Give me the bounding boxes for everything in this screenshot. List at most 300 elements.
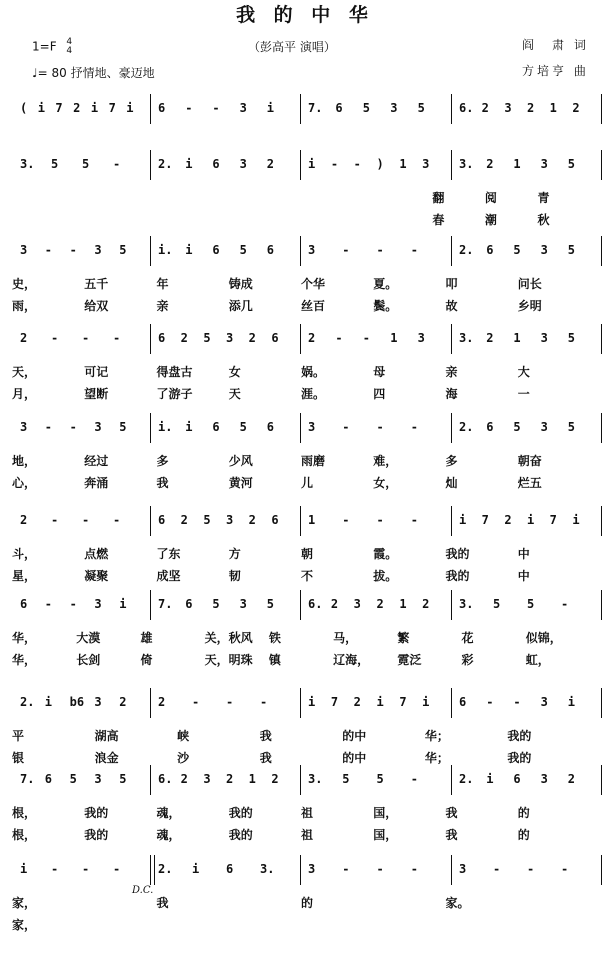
note: - — [82, 331, 90, 345]
lyric-syllable: 潮 — [484, 213, 497, 227]
lyric-syllable: 我 — [156, 476, 169, 490]
note: 2 — [20, 513, 28, 527]
lyric-syllable: 祖 — [301, 806, 314, 820]
note: 3 — [459, 862, 467, 876]
barline — [300, 855, 301, 885]
barline — [601, 413, 602, 443]
system-2 — [0, 150, 610, 240]
lyric-syllable: 涯。 — [301, 387, 326, 401]
lyric-syllable: 方 — [228, 547, 241, 561]
note: 2 — [376, 597, 384, 611]
lyric-syllable: 难， — [373, 454, 398, 468]
note: 2 — [266, 157, 275, 171]
note: - — [376, 243, 384, 257]
note: 6 — [212, 243, 220, 257]
lyric-syllable: 添几 — [228, 299, 253, 313]
lyric-line-2 — [0, 652, 610, 668]
barline — [150, 94, 151, 124]
lyric-syllable: 亲 — [156, 299, 169, 313]
note: 7 — [549, 513, 557, 527]
note: 2 — [180, 331, 188, 345]
note: 2. — [459, 772, 474, 786]
note: - — [362, 331, 371, 345]
note: 3. — [459, 597, 474, 611]
note: 6 — [486, 243, 494, 257]
note: - — [113, 513, 121, 527]
lyric-syllable: 年 — [156, 277, 169, 291]
note: 7. — [308, 101, 323, 115]
lyric-syllable: 烂五 — [517, 476, 542, 490]
barline — [300, 324, 301, 354]
music-line — [0, 413, 610, 443]
lyric-syllable: 叩 — [445, 277, 458, 291]
lyric-syllable: 天 — [228, 387, 241, 401]
note: 2. — [20, 695, 35, 709]
lyric-line-1 — [0, 364, 610, 380]
note: 6 — [158, 101, 166, 115]
lyric-syllable: 女 — [228, 365, 241, 379]
song-title: 我 的 中 华 — [236, 4, 374, 26]
lyric-syllable: 的 — [301, 896, 314, 910]
note: 3 — [20, 243, 28, 257]
system-9 — [0, 765, 610, 855]
note: i — [527, 513, 535, 527]
note: 5 — [212, 597, 220, 611]
barline — [150, 688, 151, 718]
lyric-syllable: 国， — [373, 806, 398, 820]
lyric-syllable: 少风 — [228, 454, 253, 468]
lyric-syllable: 我的 — [445, 569, 470, 583]
note: 3 — [308, 862, 316, 876]
lyric-syllable: 母 — [373, 365, 386, 379]
note: 7. — [20, 772, 35, 786]
lyric-syllable: 多 — [445, 454, 458, 468]
lyric-line-1 — [0, 895, 610, 911]
note: 1 — [513, 157, 521, 171]
note: 1 — [399, 157, 407, 171]
lyric-syllable: 了东 — [156, 547, 181, 561]
lyric-syllable: 月， — [12, 387, 37, 401]
barline — [150, 324, 151, 354]
note: 3 — [353, 597, 361, 611]
note: - — [192, 695, 200, 709]
note: 3 — [94, 597, 102, 611]
lyric-syllable: 雄 — [140, 631, 153, 645]
lyric-syllable: 天，明珠 — [204, 653, 253, 667]
lyric-syllable: 个华 — [301, 277, 326, 291]
note: 3. — [20, 157, 35, 171]
note: - — [44, 420, 53, 434]
note: 2 — [20, 331, 28, 345]
lyric-line-1 — [0, 453, 610, 469]
note: b6 — [69, 695, 85, 709]
note: - — [51, 862, 59, 876]
lyric-syllable: 女， — [373, 476, 398, 490]
note: 3 — [94, 243, 102, 257]
note: 2 — [567, 772, 576, 786]
lyric-syllable: 给双 — [84, 299, 109, 313]
lyric-syllable: 灿 — [445, 476, 458, 490]
barline — [451, 236, 452, 266]
note: 3 — [20, 420, 28, 434]
note: 1 — [513, 331, 521, 345]
lyric-syllable: 彩 — [461, 653, 474, 667]
note: - — [69, 420, 77, 434]
barline — [601, 150, 602, 180]
lyric-line-2 — [0, 827, 610, 843]
note: 6 — [226, 862, 234, 876]
lyric-syllable: 中 — [517, 547, 530, 561]
note: 6 — [266, 243, 275, 257]
note: - — [486, 695, 494, 709]
lyric-syllable: 经过 — [84, 454, 109, 468]
note: 3 — [540, 331, 548, 345]
barline — [601, 855, 602, 885]
lyric-syllable: 不 — [301, 569, 314, 583]
note: 2 — [180, 772, 188, 786]
lyric-line-2 — [0, 568, 610, 584]
note: 6 — [459, 695, 467, 709]
note: i — [185, 420, 193, 434]
barline — [300, 413, 301, 443]
note: 2 — [308, 331, 316, 345]
note: 6 — [212, 157, 220, 171]
note: - — [44, 597, 53, 611]
lyric-syllable: 华， — [12, 653, 37, 667]
meter-bottom: 4 — [66, 46, 73, 56]
lyric-line-1 — [0, 630, 610, 646]
barline — [451, 94, 452, 124]
note: - — [376, 513, 384, 527]
lyric-syllable: 翻 — [432, 191, 445, 205]
barline — [451, 324, 452, 354]
lyric-syllable: 拔。 — [373, 569, 398, 583]
tempo-marking: ♩= 80 抒情地、豪迈地 — [32, 66, 155, 80]
lyric-syllable: 乡明 — [517, 299, 542, 313]
composer-credit: 方培亨 曲 — [522, 64, 589, 78]
key-signature — [32, 38, 72, 56]
lyric-syllable: 秋 — [537, 213, 550, 227]
note: 3 — [540, 243, 548, 257]
note: 5 — [51, 157, 59, 171]
lyric-syllable: 湖高 — [94, 729, 119, 743]
note: 2 — [248, 331, 256, 345]
note: 2 — [486, 331, 494, 345]
system-5 — [0, 413, 610, 503]
meter-top: 4 — [66, 37, 73, 47]
note: - — [113, 331, 121, 345]
note: 5 — [527, 597, 535, 611]
lyric-syllable: 娲。 — [301, 365, 326, 379]
lyric-line-2 — [0, 298, 610, 314]
note: 3 — [540, 420, 548, 434]
barline — [601, 590, 602, 620]
note: 2 — [73, 101, 81, 115]
note: i — [422, 695, 430, 709]
note: 6 — [513, 772, 521, 786]
note: 3 — [390, 101, 398, 115]
lyric-line-1 — [0, 728, 610, 744]
system-6 — [0, 506, 610, 596]
note: i — [308, 157, 316, 171]
lyric-syllable: 多 — [156, 454, 169, 468]
lyric-syllable: 魂， — [156, 806, 181, 820]
lyric-syllable: 花 — [461, 631, 474, 645]
barline — [601, 94, 602, 124]
note: i — [572, 513, 580, 527]
lyric-syllable: 倚 — [140, 653, 153, 667]
lyric-syllable: 大 — [517, 365, 530, 379]
note: 7 — [399, 695, 407, 709]
note: - — [561, 597, 569, 611]
note: 1 — [308, 513, 316, 527]
lyric-syllable: 大漠 — [76, 631, 101, 645]
lyric-syllable: 朝 — [301, 547, 314, 561]
note: 2. — [158, 157, 173, 171]
lyric-syllable: 斗， — [12, 547, 37, 561]
note: 2 — [504, 513, 512, 527]
music-line — [0, 236, 610, 266]
note: 3 — [540, 772, 548, 786]
note: 1 — [390, 331, 398, 345]
music-line — [0, 94, 610, 124]
note: - — [342, 862, 350, 876]
lyric-line-2 — [0, 386, 610, 402]
note: i — [37, 101, 45, 115]
lyric-syllable: 史， — [12, 277, 37, 291]
lyric-syllable: 四 — [373, 387, 386, 401]
note: 5 — [69, 772, 77, 786]
barline — [150, 506, 151, 536]
lyric-syllable: 虹， — [525, 653, 550, 667]
lyric-line-1 — [0, 190, 610, 206]
lyric-syllable: 铸成 — [228, 277, 253, 291]
lyric-syllable: 海 — [445, 387, 458, 401]
music-line — [0, 590, 610, 620]
note: 2 — [180, 513, 188, 527]
note: 6 — [335, 101, 343, 115]
note: i — [90, 101, 99, 115]
barline — [451, 688, 452, 718]
barline — [451, 765, 452, 795]
note: - — [342, 243, 350, 257]
note: 3 — [540, 157, 548, 171]
lyric-syllable: 了游子 — [156, 387, 193, 401]
note: 3 — [203, 772, 211, 786]
note: - — [493, 862, 501, 876]
lyric-syllable: 中 — [517, 569, 530, 583]
note: 5 — [119, 420, 127, 434]
lyric-syllable: 我的 — [228, 828, 253, 842]
note: 3 — [239, 157, 247, 171]
lyric-syllable: 得盘古 — [156, 365, 193, 379]
singer-credit: （彭高平 演唱） — [248, 40, 336, 54]
lyric-syllable: 我的 — [84, 806, 109, 820]
note: 3. — [308, 772, 323, 786]
note: 5 — [567, 243, 576, 257]
note: 5 — [362, 101, 371, 115]
system-10 — [0, 855, 610, 945]
note: i — [119, 597, 127, 611]
da-capo-mark: D.C. — [132, 885, 154, 896]
lyric-syllable: 霞。 — [373, 547, 398, 561]
note: 5 — [567, 331, 576, 345]
lyric-syllable: 我的 — [507, 751, 532, 765]
note: 5 — [376, 772, 384, 786]
note: - — [353, 157, 361, 171]
lyric-line-2 — [0, 750, 610, 766]
note: 3. — [260, 862, 275, 876]
note: 5 — [119, 243, 127, 257]
note: - — [113, 862, 121, 876]
lyric-syllable: 华； — [424, 729, 449, 743]
barline — [150, 236, 151, 266]
key-label: 1=F — [32, 39, 57, 54]
barline — [300, 765, 301, 795]
note: 3 — [417, 331, 425, 345]
lyric-syllable: 我 — [259, 751, 272, 765]
note: 2 — [330, 597, 339, 611]
note: 3 — [540, 695, 548, 709]
note: 5 — [119, 772, 127, 786]
lyric-syllable: 我 — [445, 828, 458, 842]
note: i — [185, 157, 193, 171]
note: - — [410, 772, 418, 786]
note: 3 — [226, 331, 234, 345]
note: 6 — [266, 420, 275, 434]
note: 5 — [567, 420, 576, 434]
lyric-syllable: 点燃 — [84, 547, 109, 561]
lyric-syllable: 我的 — [507, 729, 532, 743]
lyric-syllable: 成坚 — [156, 569, 181, 583]
barline — [300, 506, 301, 536]
note: 5 — [239, 243, 247, 257]
barline — [451, 590, 452, 620]
note: - — [69, 597, 77, 611]
note: 7 — [55, 101, 63, 115]
note: 2 — [481, 101, 489, 115]
note: - — [51, 513, 59, 527]
barline — [451, 150, 452, 180]
lyric-syllable: 我的 — [84, 828, 109, 842]
barline — [300, 94, 301, 124]
barline — [601, 324, 602, 354]
lyric-syllable: 可记 — [84, 365, 109, 379]
note: - — [376, 420, 384, 434]
note: 7 — [108, 101, 116, 115]
note: - — [376, 862, 384, 876]
lyric-syllable: 朝奋 — [517, 454, 542, 468]
music-line — [0, 688, 610, 718]
note: - — [561, 862, 569, 876]
lyric-syllable: 丝百 — [301, 299, 326, 313]
note: 6 — [158, 331, 166, 345]
lyric-line-1 — [0, 276, 610, 292]
lyric-syllable: 望断 — [84, 387, 109, 401]
system-3 — [0, 236, 610, 326]
lyric-syllable: 根， — [12, 828, 37, 842]
music-line — [0, 765, 610, 795]
lyric-syllable: 家， — [12, 896, 37, 910]
lyric-syllable: 辽海， — [333, 653, 370, 667]
note: i. — [158, 420, 173, 434]
lyric-syllable: 韧 — [228, 569, 241, 583]
lyric-syllable: 天， — [12, 365, 37, 379]
lyric-syllable: 似锦， — [525, 631, 562, 645]
system-7 — [0, 590, 610, 680]
note: 2 — [572, 101, 580, 115]
lyric-syllable: 五千 — [84, 277, 109, 291]
lyric-syllable: 雨磨 — [301, 454, 326, 468]
lyric-syllable: 春 — [432, 213, 445, 227]
note: 6. — [308, 597, 323, 611]
barline — [300, 688, 301, 718]
note: - — [82, 513, 90, 527]
lyricist-credit: 阎 肃 词 — [522, 38, 589, 52]
note: - — [212, 101, 220, 115]
note: 2. — [459, 420, 474, 434]
note: - — [185, 101, 193, 115]
note: - — [342, 420, 350, 434]
lyric-syllable: 地， — [12, 454, 37, 468]
lyric-syllable: 我的 — [228, 806, 253, 820]
lyric-syllable: 心， — [12, 476, 37, 490]
note: - — [226, 695, 234, 709]
note: 5 — [239, 420, 247, 434]
note: - — [513, 695, 521, 709]
barline — [601, 765, 602, 795]
lyric-syllable: 的中 — [342, 729, 367, 743]
lyric-syllable: 华， — [12, 631, 37, 645]
note: - — [69, 243, 77, 257]
lyric-syllable: 平 — [12, 729, 25, 743]
note: - — [527, 862, 535, 876]
lyric-line-1 — [0, 805, 610, 821]
note: - — [260, 695, 268, 709]
note: i — [185, 243, 193, 257]
note: 2 — [527, 101, 535, 115]
lyric-syllable: 家。 — [445, 896, 470, 910]
note: i — [486, 772, 494, 786]
note: - — [410, 243, 418, 257]
note: 5 — [513, 243, 521, 257]
lyric-syllable: 青 — [537, 191, 550, 205]
note: 3 — [94, 772, 102, 786]
note: 5 — [493, 597, 501, 611]
lyric-syllable: 雨， — [12, 299, 37, 313]
note: 2 — [486, 157, 494, 171]
note: 5 — [266, 597, 275, 611]
lyric-syllable: 家， — [12, 918, 37, 932]
note: - — [113, 157, 121, 171]
lyric-syllable: 故 — [445, 299, 458, 313]
lyric-syllable: 霓泛 — [397, 653, 422, 667]
barline — [451, 855, 452, 885]
lyric-line-1 — [0, 546, 610, 562]
note: - — [330, 157, 339, 171]
lyric-syllable: 我 — [259, 729, 272, 743]
note: 6. — [459, 101, 474, 115]
note: 1 — [549, 101, 557, 115]
note: 2. — [158, 862, 173, 876]
note: i. — [158, 243, 173, 257]
lyric-syllable: 繁 — [397, 631, 410, 645]
lyric-syllable: 阅 — [484, 191, 497, 205]
lyric-syllable: 根， — [12, 806, 37, 820]
note: 5 — [342, 772, 350, 786]
barline — [300, 150, 301, 180]
barline — [451, 413, 452, 443]
